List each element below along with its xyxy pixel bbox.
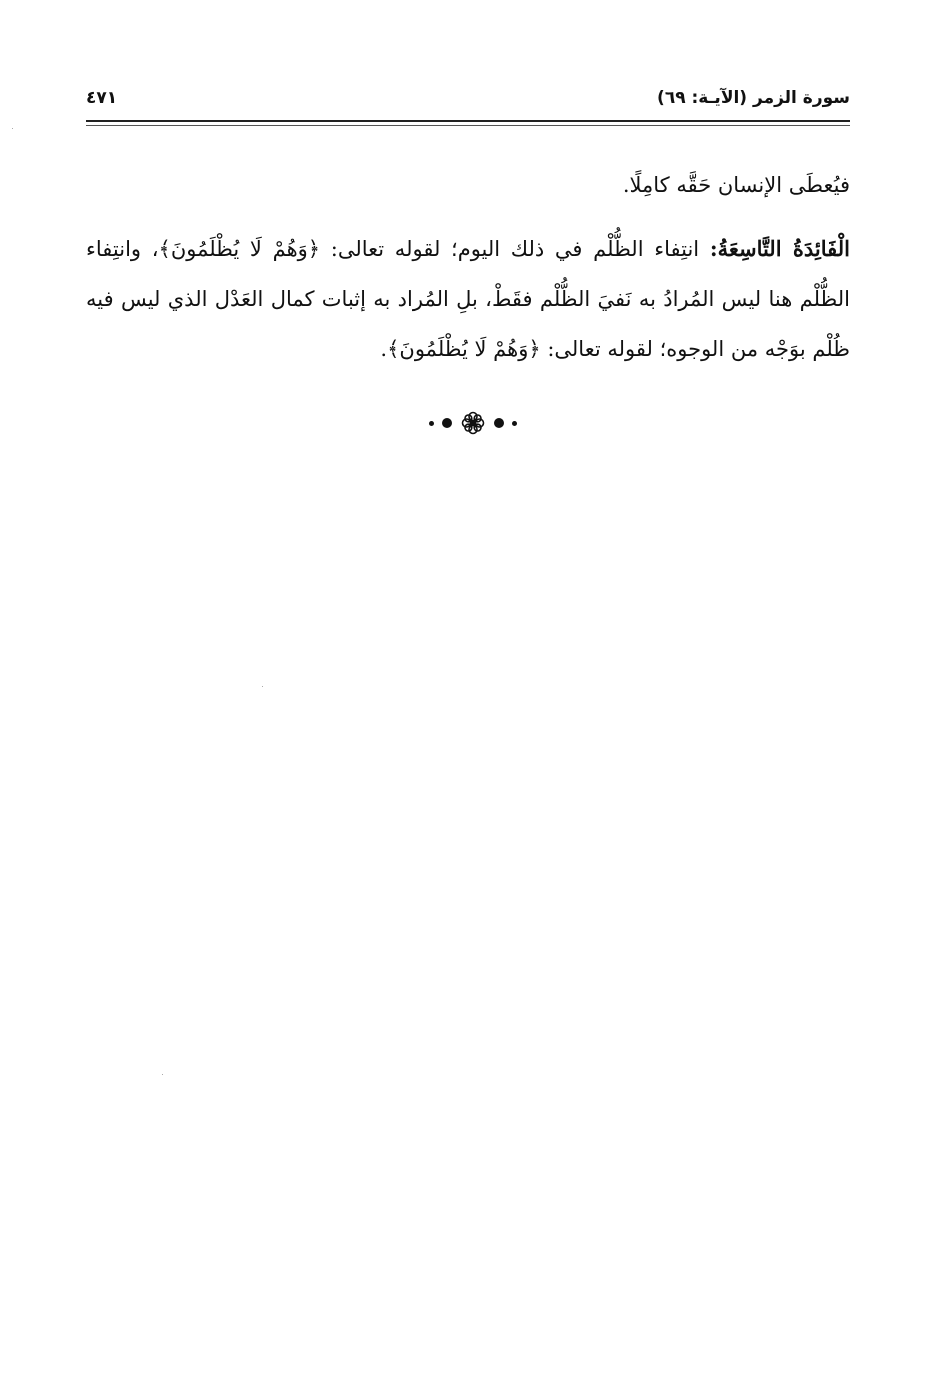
paragraph-1: فيُعطَى الإنسان حَقَّه كامِلًا. xyxy=(622,173,850,197)
main-text xyxy=(86,160,850,374)
divider-dot-small xyxy=(429,421,434,426)
benefit-body: انتِفاء الظُّلْم في ذلك اليوم؛ لقوله تعالى: ﴿وَهُمْ لَا يُظْلَمُونَ﴾، وانتِفاء الظُّلْم هنا ليس المُرادُ به نَفيَ الظُّلْم فقَطْ، بلِ المُراد به إثبات كمال العَدْل الذي ليس فيه ظُلْم بوَجْه من الوجوه؛ لقوله تعالى: ﴿وَهُمْ لَا يُظْلَمُونَ﴾. xyxy=(86,237,850,361)
flower-ornament-icon xyxy=(460,410,486,436)
benefit-heading: الْفَائِدَةُ التَّاسِعَةُ: xyxy=(709,236,850,261)
divider-dot-big xyxy=(442,418,452,428)
page-header xyxy=(86,86,850,120)
divider-dot-small xyxy=(512,421,517,426)
scan-speck xyxy=(12,128,13,129)
header-rule-thick xyxy=(86,120,850,122)
divider-dot-big xyxy=(494,418,504,428)
scan-speck xyxy=(162,1074,163,1075)
section-divider xyxy=(0,408,946,438)
paragraph-2 xyxy=(86,224,850,374)
scan-speck xyxy=(262,686,263,687)
page-number: ٤٧١ xyxy=(86,88,118,108)
running-title: سورة الزمر (الآيـة: ٦٩) xyxy=(657,88,850,108)
header-rule-thin xyxy=(86,125,850,126)
